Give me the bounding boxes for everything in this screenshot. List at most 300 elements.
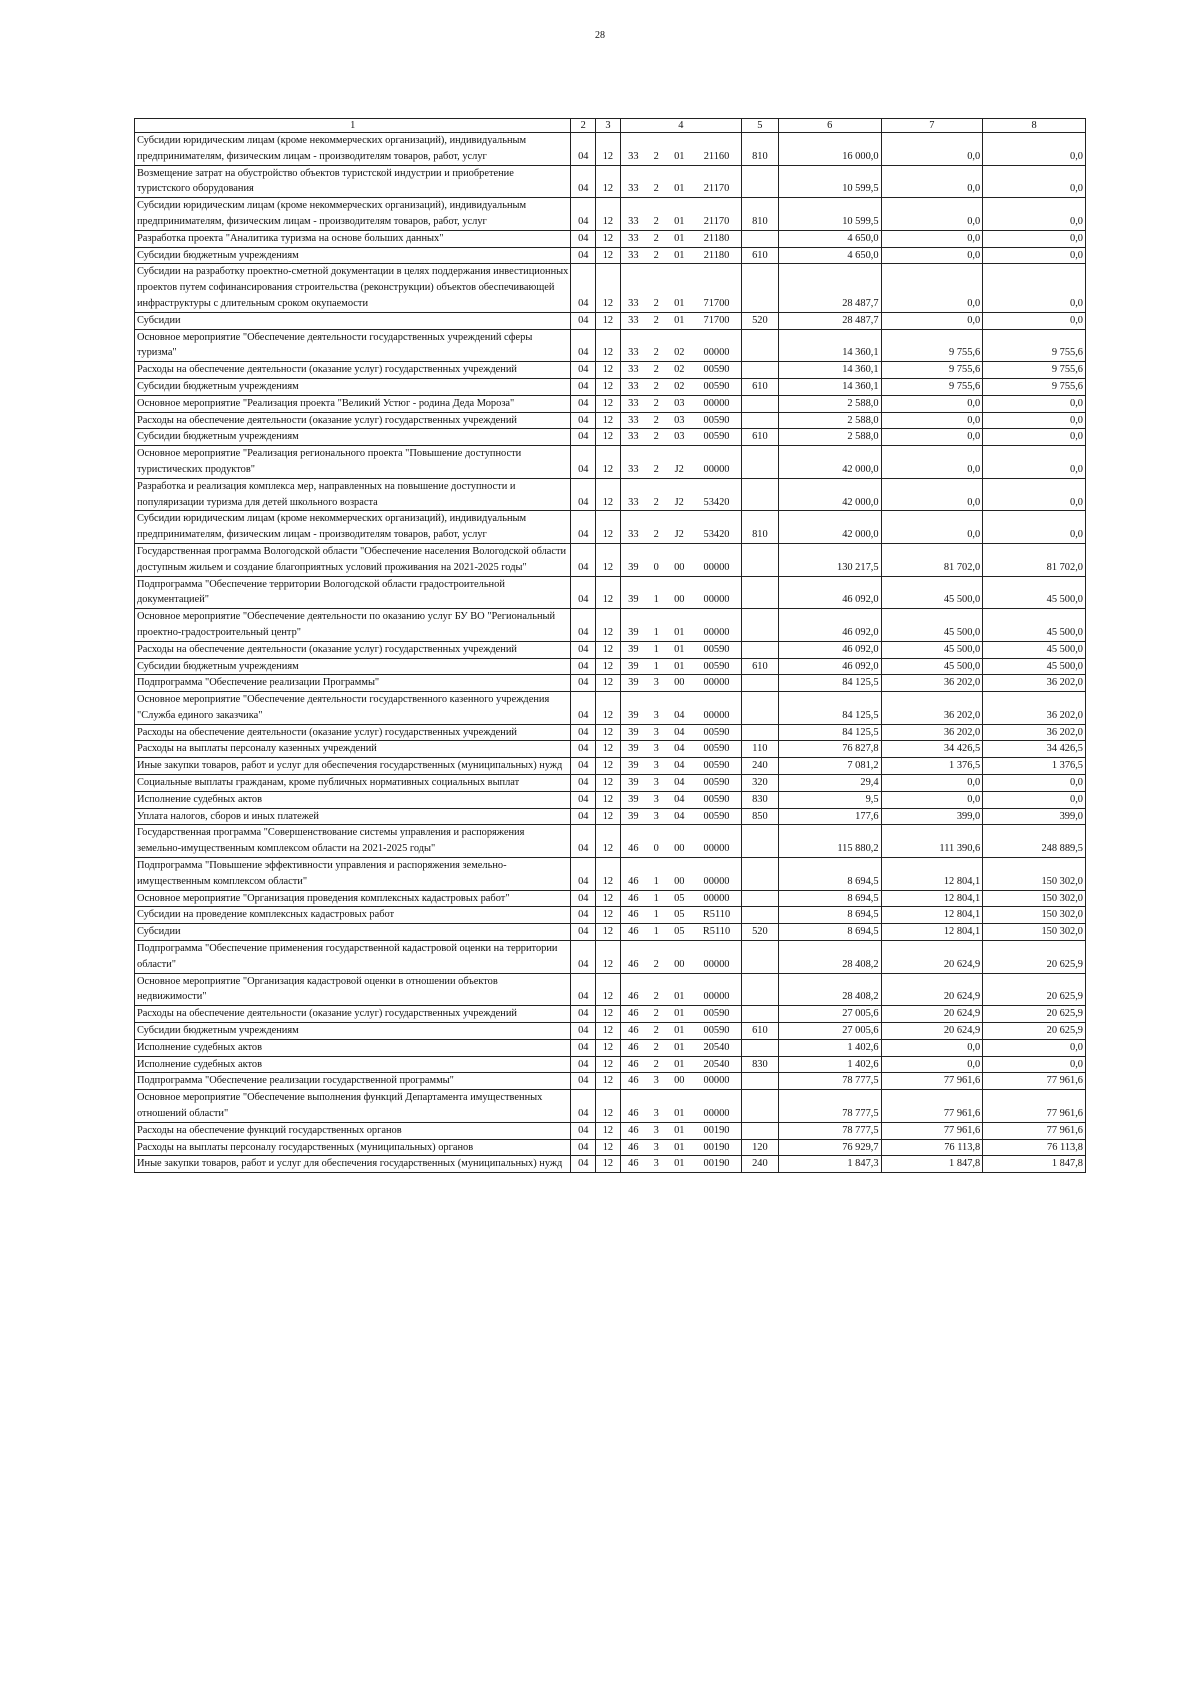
cell-subprogram: 0 — [646, 543, 667, 576]
cell-description: Расходы на обеспечение деятельности (оказание услуг) государственных учреждений — [135, 641, 571, 658]
cell-subsection: 12 — [596, 446, 621, 479]
cell-amount-year3: 0,0 — [983, 1039, 1086, 1056]
cell-amount-year2: 111 390,6 — [881, 825, 983, 858]
table-row — [135, 890, 1086, 907]
cell-subprogram: 2 — [646, 329, 667, 362]
cell-direction: 00590 — [692, 741, 741, 758]
cell-direction: 00590 — [692, 658, 741, 675]
cell-program: 39 — [620, 791, 646, 808]
cell-activity: 05 — [666, 907, 692, 924]
cell-amount-year3: 9 755,6 — [983, 329, 1086, 362]
cell-subsection: 12 — [596, 1023, 621, 1040]
cell-activity: 01 — [666, 247, 692, 264]
cell-amount-year3: 150 302,0 — [983, 858, 1086, 891]
cell-amount-year2: 20 624,9 — [881, 941, 983, 974]
cell-section: 04 — [571, 543, 596, 576]
cell-activity: 03 — [666, 429, 692, 446]
cell-section: 04 — [571, 478, 596, 511]
cell-subprogram: 2 — [646, 247, 667, 264]
cell-amount-year2: 20 624,9 — [881, 973, 983, 1006]
cell-subprogram: 3 — [646, 1073, 667, 1090]
cell-direction: 00000 — [692, 858, 741, 891]
table-row — [135, 1023, 1086, 1040]
cell-program: 33 — [620, 395, 646, 412]
cell-expense-type: 830 — [741, 1056, 778, 1073]
header-row — [135, 119, 1086, 133]
cell-subsection: 12 — [596, 478, 621, 511]
cell-program: 39 — [620, 609, 646, 642]
cell-amount-year3: 36 202,0 — [983, 692, 1086, 725]
cell-amount-year2: 9 755,6 — [881, 329, 983, 362]
header-col-1: 1 — [135, 119, 571, 133]
cell-direction: 00000 — [692, 692, 741, 725]
header-col-2: 2 — [571, 119, 596, 133]
cell-activity: 02 — [666, 329, 692, 362]
cell-activity: 01 — [666, 1156, 692, 1173]
cell-amount-year1: 46 092,0 — [778, 658, 881, 675]
cell-section: 04 — [571, 1056, 596, 1073]
cell-subprogram: 3 — [646, 775, 667, 792]
cell-description: Иные закупки товаров, работ и услуг для обеспечения государственных (муниципальных) нужд — [135, 758, 571, 775]
cell-section: 04 — [571, 446, 596, 479]
cell-section: 04 — [571, 1139, 596, 1156]
cell-direction: 00000 — [692, 973, 741, 1006]
cell-description: Субсидии — [135, 312, 571, 329]
cell-description: Подпрограмма "Обеспечение реализации Программы" — [135, 675, 571, 692]
budget-table — [134, 118, 1086, 1173]
cell-amount-year2: 9 755,6 — [881, 378, 983, 395]
table-row — [135, 775, 1086, 792]
cell-subsection: 12 — [596, 247, 621, 264]
cell-amount-year1: 14 360,1 — [778, 378, 881, 395]
cell-subsection: 12 — [596, 641, 621, 658]
cell-subprogram: 2 — [646, 478, 667, 511]
table-row — [135, 1090, 1086, 1123]
cell-amount-year2: 0,0 — [881, 478, 983, 511]
cell-activity: 04 — [666, 724, 692, 741]
cell-amount-year2: 20 624,9 — [881, 1023, 983, 1040]
table-row — [135, 741, 1086, 758]
cell-amount-year1: 10 599,5 — [778, 165, 881, 198]
cell-amount-year3: 9 755,6 — [983, 378, 1086, 395]
cell-subsection: 12 — [596, 576, 621, 609]
table-row — [135, 675, 1086, 692]
cell-description: Разработка и реализация комплекса мер, направленных на повышение доступности и популяризации туризма для детей школьного возраста — [135, 478, 571, 511]
page-number: 28 — [595, 30, 605, 41]
cell-amount-year1: 27 005,6 — [778, 1006, 881, 1023]
table-row — [135, 1156, 1086, 1173]
cell-subprogram: 2 — [646, 312, 667, 329]
cell-activity: 01 — [666, 1122, 692, 1139]
cell-description: Расходы на выплаты персоналу казенных учреждений — [135, 741, 571, 758]
cell-amount-year1: 8 694,5 — [778, 907, 881, 924]
cell-subprogram: 1 — [646, 641, 667, 658]
cell-program: 46 — [620, 1039, 646, 1056]
cell-subsection: 12 — [596, 198, 621, 231]
cell-amount-year2: 0,0 — [881, 412, 983, 429]
cell-amount-year1: 29,4 — [778, 775, 881, 792]
cell-direction: 00000 — [692, 446, 741, 479]
cell-direction: 53420 — [692, 478, 741, 511]
cell-subsection: 12 — [596, 1090, 621, 1123]
cell-amount-year2: 0,0 — [881, 264, 983, 312]
table-row — [135, 658, 1086, 675]
cell-amount-year1: 46 092,0 — [778, 576, 881, 609]
table-row — [135, 329, 1086, 362]
cell-subprogram: 1 — [646, 890, 667, 907]
cell-program: 46 — [620, 825, 646, 858]
cell-program: 39 — [620, 741, 646, 758]
table-row — [135, 133, 1086, 166]
cell-amount-year3: 77 961,6 — [983, 1122, 1086, 1139]
cell-activity: 00 — [666, 543, 692, 576]
cell-amount-year3: 150 302,0 — [983, 890, 1086, 907]
cell-activity: 04 — [666, 791, 692, 808]
cell-amount-year1: 9,5 — [778, 791, 881, 808]
cell-description: Уплата налогов, сборов и иных платежей — [135, 808, 571, 825]
cell-expense-type — [741, 1122, 778, 1139]
cell-amount-year2: 0,0 — [881, 511, 983, 544]
cell-activity: 01 — [666, 133, 692, 166]
cell-amount-year2: 0,0 — [881, 247, 983, 264]
cell-amount-year3: 0,0 — [983, 165, 1086, 198]
cell-program: 46 — [620, 1073, 646, 1090]
cell-section: 04 — [571, 890, 596, 907]
cell-description: Субсидии юридическим лицам (кроме некоммерческих организаций), индивидуальным предпринимателям, физическим лицам - производителям товаров, работ, услуг — [135, 198, 571, 231]
cell-direction: 20540 — [692, 1039, 741, 1056]
cell-description: Основное мероприятие "Обеспечение деятельности государственного казенного учреждения "Служба единого заказчика" — [135, 692, 571, 725]
cell-amount-year1: 115 880,2 — [778, 825, 881, 858]
cell-direction: 21180 — [692, 230, 741, 247]
cell-program: 33 — [620, 511, 646, 544]
cell-activity: 01 — [666, 165, 692, 198]
cell-activity: 01 — [666, 1039, 692, 1056]
cell-direction: 00590 — [692, 378, 741, 395]
cell-subprogram: 2 — [646, 412, 667, 429]
cell-subprogram: 2 — [646, 446, 667, 479]
cell-amount-year2: 45 500,0 — [881, 576, 983, 609]
cell-subsection: 12 — [596, 1056, 621, 1073]
table-row — [135, 429, 1086, 446]
cell-expense-type — [741, 478, 778, 511]
cell-activity: 00 — [666, 825, 692, 858]
cell-amount-year3: 150 302,0 — [983, 924, 1086, 941]
cell-activity: 01 — [666, 312, 692, 329]
cell-amount-year1: 7 081,2 — [778, 758, 881, 775]
cell-expense-type: 810 — [741, 133, 778, 166]
cell-amount-year3: 34 426,5 — [983, 741, 1086, 758]
cell-amount-year3: 0,0 — [983, 395, 1086, 412]
cell-section: 04 — [571, 758, 596, 775]
cell-direction: 71700 — [692, 264, 741, 312]
cell-direction: 21160 — [692, 133, 741, 166]
cell-direction: 00000 — [692, 1073, 741, 1090]
cell-subsection: 12 — [596, 1156, 621, 1173]
cell-subsection: 12 — [596, 429, 621, 446]
table-row — [135, 165, 1086, 198]
cell-amount-year1: 4 650,0 — [778, 230, 881, 247]
cell-subsection: 12 — [596, 675, 621, 692]
cell-section: 04 — [571, 511, 596, 544]
table-row — [135, 724, 1086, 741]
cell-section: 04 — [571, 808, 596, 825]
cell-subprogram: 2 — [646, 429, 667, 446]
cell-description: Основное мероприятие "Реализация проекта "Великий Устюг - родина Деда Мороза" — [135, 395, 571, 412]
table-row — [135, 247, 1086, 264]
header-col-5: 5 — [741, 119, 778, 133]
cell-program: 39 — [620, 758, 646, 775]
cell-section: 04 — [571, 247, 596, 264]
cell-direction: 71700 — [692, 312, 741, 329]
cell-subprogram: 2 — [646, 165, 667, 198]
cell-amount-year2: 0,0 — [881, 165, 983, 198]
cell-direction: 00590 — [692, 724, 741, 741]
cell-amount-year2: 12 804,1 — [881, 924, 983, 941]
cell-amount-year1: 28 487,7 — [778, 312, 881, 329]
cell-subprogram: 3 — [646, 1122, 667, 1139]
cell-subsection: 12 — [596, 741, 621, 758]
table-body — [135, 133, 1086, 1173]
cell-expense-type: 610 — [741, 429, 778, 446]
header-col-6: 6 — [778, 119, 881, 133]
cell-subsection: 12 — [596, 543, 621, 576]
cell-amount-year2: 0,0 — [881, 198, 983, 231]
cell-description: Субсидии юридическим лицам (кроме некоммерческих организаций), индивидуальным предпринимателям, физическим лицам - производителям товаров, работ, услуг — [135, 511, 571, 544]
budget-table-wrapper — [134, 118, 1086, 1173]
cell-program: 39 — [620, 724, 646, 741]
cell-expense-type — [741, 973, 778, 1006]
cell-amount-year1: 16 000,0 — [778, 133, 881, 166]
cell-amount-year1: 76 827,8 — [778, 741, 881, 758]
table-row — [135, 973, 1086, 1006]
cell-program: 39 — [620, 576, 646, 609]
cell-amount-year3: 20 625,9 — [983, 1006, 1086, 1023]
table-row — [135, 378, 1086, 395]
cell-description: Основное мероприятие "Обеспечение выполнения функций Департамента имущественных отношений области" — [135, 1090, 571, 1123]
cell-subprogram: 2 — [646, 941, 667, 974]
cell-subsection: 12 — [596, 775, 621, 792]
cell-amount-year2: 0,0 — [881, 312, 983, 329]
cell-expense-type — [741, 446, 778, 479]
cell-activity: 01 — [666, 641, 692, 658]
cell-program: 46 — [620, 924, 646, 941]
cell-amount-year3: 0,0 — [983, 264, 1086, 312]
cell-amount-year3: 36 202,0 — [983, 724, 1086, 741]
table-row — [135, 412, 1086, 429]
cell-program: 33 — [620, 429, 646, 446]
cell-program: 33 — [620, 329, 646, 362]
cell-program: 46 — [620, 890, 646, 907]
cell-amount-year2: 45 500,0 — [881, 641, 983, 658]
cell-subsection: 12 — [596, 511, 621, 544]
cell-activity: 01 — [666, 1056, 692, 1073]
table-row — [135, 808, 1086, 825]
cell-section: 04 — [571, 412, 596, 429]
cell-description: Государственная программа Вологодской области "Обеспечение населения Вологодской области доступным жильем и создание благоприятных условий проживания на 2021-2025 годы" — [135, 543, 571, 576]
table-row — [135, 858, 1086, 891]
header-col-8: 8 — [983, 119, 1086, 133]
cell-description: Расходы на обеспечение деятельности (оказание услуг) государственных учреждений — [135, 1006, 571, 1023]
cell-description: Расходы на обеспечение деятельности (оказание услуг) государственных учреждений — [135, 724, 571, 741]
cell-amount-year3: 0,0 — [983, 446, 1086, 479]
cell-program: 33 — [620, 165, 646, 198]
cell-description: Исполнение судебных актов — [135, 791, 571, 808]
cell-subprogram: 2 — [646, 1006, 667, 1023]
cell-section: 04 — [571, 198, 596, 231]
cell-section: 04 — [571, 1073, 596, 1090]
cell-amount-year1: 28 408,2 — [778, 941, 881, 974]
cell-expense-type — [741, 941, 778, 974]
cell-amount-year3: 0,0 — [983, 230, 1086, 247]
cell-subprogram: 2 — [646, 264, 667, 312]
cell-expense-type: 830 — [741, 791, 778, 808]
cell-program: 33 — [620, 264, 646, 312]
cell-subsection: 12 — [596, 658, 621, 675]
cell-subsection: 12 — [596, 362, 621, 379]
cell-amount-year2: 45 500,0 — [881, 609, 983, 642]
cell-section: 04 — [571, 576, 596, 609]
table-row — [135, 791, 1086, 808]
cell-program: 46 — [620, 941, 646, 974]
cell-direction: 00000 — [692, 890, 741, 907]
cell-amount-year1: 1 847,3 — [778, 1156, 881, 1173]
cell-description: Государственная программа "Совершенствование системы управления и распоряжения земельно-имущественным комплексом области на 2021-2025 годы" — [135, 825, 571, 858]
cell-direction: 00000 — [692, 395, 741, 412]
cell-program: 33 — [620, 378, 646, 395]
cell-expense-type — [741, 264, 778, 312]
cell-expense-type: 520 — [741, 312, 778, 329]
cell-activity: 04 — [666, 775, 692, 792]
cell-section: 04 — [571, 907, 596, 924]
cell-subprogram: 2 — [646, 362, 667, 379]
cell-description: Субсидии бюджетным учреждениям — [135, 658, 571, 675]
cell-amount-year3: 0,0 — [983, 247, 1086, 264]
cell-direction: 21170 — [692, 198, 741, 231]
cell-section: 04 — [571, 791, 596, 808]
cell-amount-year2: 1 847,8 — [881, 1156, 983, 1173]
cell-expense-type — [741, 395, 778, 412]
cell-subsection: 12 — [596, 808, 621, 825]
table-row — [135, 362, 1086, 379]
cell-amount-year3: 1 376,5 — [983, 758, 1086, 775]
cell-subsection: 12 — [596, 890, 621, 907]
cell-subsection: 12 — [596, 924, 621, 941]
cell-amount-year2: 20 624,9 — [881, 1006, 983, 1023]
cell-amount-year2: 12 804,1 — [881, 907, 983, 924]
cell-amount-year2: 76 113,8 — [881, 1139, 983, 1156]
table-row — [135, 511, 1086, 544]
cell-subsection: 12 — [596, 724, 621, 741]
cell-section: 04 — [571, 825, 596, 858]
cell-expense-type — [741, 890, 778, 907]
cell-description: Основное мероприятие "Обеспечение деятельности по оказанию услуг БУ ВО "Региональный проектно-градостроительный центр" — [135, 609, 571, 642]
table-row — [135, 1122, 1086, 1139]
cell-amount-year1: 84 125,5 — [778, 724, 881, 741]
cell-amount-year3: 45 500,0 — [983, 641, 1086, 658]
cell-program: 46 — [620, 907, 646, 924]
cell-activity: 00 — [666, 576, 692, 609]
cell-subprogram: 1 — [646, 658, 667, 675]
cell-section: 04 — [571, 775, 596, 792]
cell-amount-year3: 9 755,6 — [983, 362, 1086, 379]
cell-section: 04 — [571, 858, 596, 891]
cell-subsection: 12 — [596, 941, 621, 974]
cell-direction: 00590 — [692, 362, 741, 379]
cell-amount-year3: 0,0 — [983, 412, 1086, 429]
cell-amount-year3: 0,0 — [983, 1056, 1086, 1073]
cell-amount-year3: 0,0 — [983, 198, 1086, 231]
cell-amount-year3: 45 500,0 — [983, 576, 1086, 609]
cell-direction: 00590 — [692, 429, 741, 446]
cell-description: Основное мероприятие "Реализация регионального проекта "Повышение доступности туристических продуктов" — [135, 446, 571, 479]
cell-expense-type: 610 — [741, 378, 778, 395]
cell-expense-type: 810 — [741, 511, 778, 544]
cell-program: 46 — [620, 1139, 646, 1156]
cell-subprogram: 3 — [646, 1090, 667, 1123]
header-col-7: 7 — [881, 119, 983, 133]
cell-amount-year2: 0,0 — [881, 446, 983, 479]
table-row — [135, 758, 1086, 775]
cell-amount-year2: 0,0 — [881, 1039, 983, 1056]
cell-activity: 05 — [666, 924, 692, 941]
cell-section: 04 — [571, 1090, 596, 1123]
cell-subprogram: 2 — [646, 1023, 667, 1040]
table-row — [135, 312, 1086, 329]
cell-amount-year3: 77 961,6 — [983, 1090, 1086, 1123]
cell-direction: R5110 — [692, 924, 741, 941]
cell-description: Субсидии бюджетным учреждениям — [135, 247, 571, 264]
cell-subsection: 12 — [596, 264, 621, 312]
table-row — [135, 609, 1086, 642]
cell-section: 04 — [571, 941, 596, 974]
cell-expense-type: 850 — [741, 808, 778, 825]
cell-section: 04 — [571, 1156, 596, 1173]
cell-direction: 00590 — [692, 1006, 741, 1023]
cell-amount-year2: 45 500,0 — [881, 658, 983, 675]
cell-amount-year1: 2 588,0 — [778, 429, 881, 446]
cell-amount-year1: 8 694,5 — [778, 858, 881, 891]
cell-subprogram: 3 — [646, 675, 667, 692]
cell-description: Субсидии — [135, 924, 571, 941]
cell-section: 04 — [571, 378, 596, 395]
cell-direction: 00000 — [692, 675, 741, 692]
cell-activity: 00 — [666, 941, 692, 974]
cell-subprogram: 2 — [646, 511, 667, 544]
cell-section: 04 — [571, 741, 596, 758]
cell-expense-type: 810 — [741, 198, 778, 231]
cell-program: 33 — [620, 362, 646, 379]
cell-amount-year1: 46 092,0 — [778, 609, 881, 642]
cell-amount-year3: 0,0 — [983, 791, 1086, 808]
cell-direction: 00590 — [692, 412, 741, 429]
cell-description: Иные закупки товаров, работ и услуг для обеспечения государственных (муниципальных) нужд — [135, 1156, 571, 1173]
cell-amount-year2: 36 202,0 — [881, 675, 983, 692]
cell-amount-year2: 1 376,5 — [881, 758, 983, 775]
table-row — [135, 825, 1086, 858]
cell-amount-year2: 0,0 — [881, 133, 983, 166]
cell-amount-year3: 0,0 — [983, 133, 1086, 166]
cell-amount-year1: 10 599,5 — [778, 198, 881, 231]
cell-activity: J2 — [666, 446, 692, 479]
cell-amount-year3: 248 889,5 — [983, 825, 1086, 858]
table-row — [135, 395, 1086, 412]
table-row — [135, 543, 1086, 576]
cell-direction: R5110 — [692, 907, 741, 924]
cell-section: 04 — [571, 641, 596, 658]
cell-subsection: 12 — [596, 378, 621, 395]
cell-section: 04 — [571, 658, 596, 675]
cell-expense-type — [741, 1090, 778, 1123]
